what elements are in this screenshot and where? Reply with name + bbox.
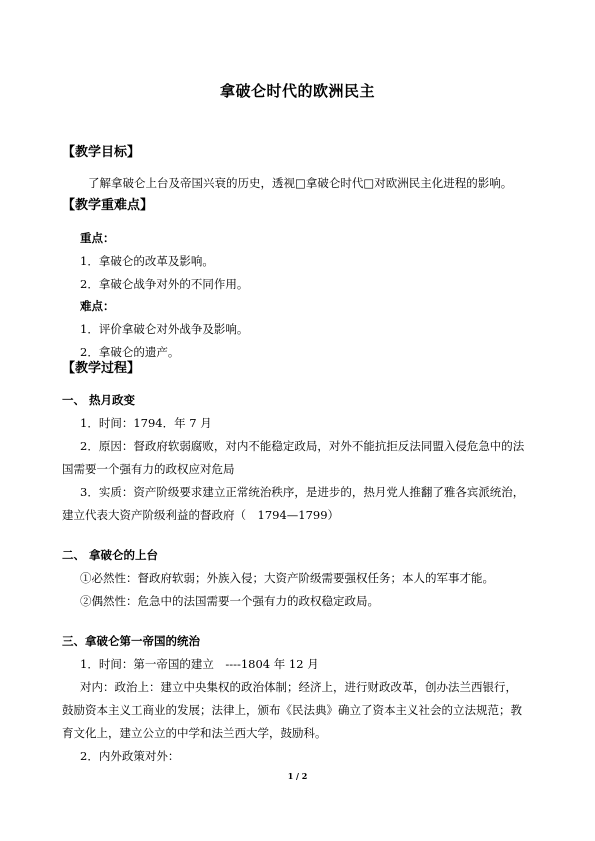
paragraph-line: ①必然性：督政府软弱；外族入侵；大资产阶级需要强权任务；本人的军事才能。 [80,571,494,585]
section-heading-keypoints: 【教学重难点】 [62,198,154,213]
paragraph-line: 1．时间：第一帝国的建立 ----1804 年 12 月 [80,657,319,671]
difficult-point-item: 1．评价拿破仑对外战争及影响。 [80,322,249,336]
paragraph-line: 2．原因：督政府软弱腐败，对内不能稳定政局，对外不能抗拒反法同盟入侵危急中的法 [80,439,525,453]
section-heading-process: 【教学过程】 [62,361,141,376]
paragraph-line: ②偶然性：危急中的法国需要一个强有力的政权稳定政局。 [80,594,379,608]
document-title: 拿破仑时代的欧洲民主 [219,82,375,100]
difficult-points-label: 难点： [80,299,115,313]
paragraph-line: 国需要一个强有力的政权应对危局 [62,462,235,476]
paragraph-line: 3．实质：资产阶级要求建立正常统治秩序，是进步的，热月党人推翻了雅各宾派统治， [80,485,525,499]
paragraph-line: 鼓励资本主义工商业的发展；法律上，颁布《民法典》确立了资本主义社会的立法规范；教 [62,703,522,717]
paragraph-line: 2．内外政策对外： [80,749,180,763]
paragraph-line: 建立代表大资产阶级利益的督政府（ 1794—1799） [62,508,340,522]
part-heading-thermidor: 一、 热月政变 [62,393,136,407]
paragraph-line: 对内：政治上：建立中央集权的政治体制；经济上，进行财政改革，创办法兰西银行， [80,680,517,694]
goals-text: 了解拿破仑上台及帝国兴衰的历史，透视□拿破仑时代□对欧洲民主化进程的影响。 [88,176,513,190]
difficult-point-item: 2．拿破仑的遗产。 [80,345,180,359]
part-heading-rise: 二、 拿破仑的上台 [62,548,159,562]
paragraph-line: 1．时间：1794．年 7 月 [80,416,212,430]
section-heading-goals: 【教学目标】 [62,145,141,160]
key-point-item: 1．拿破仑的改革及影响。 [80,254,214,268]
key-point-item: 2．拿破仑战争对外的不同作用。 [80,277,249,291]
key-points-label: 重点： [80,231,115,245]
paragraph-line: 育文化上，建立公立的中学和法兰西大学，鼓励科。 [62,726,327,740]
part-heading-empire: 三、拿破仑第一帝国的统治 [62,634,200,648]
page-number: 1 / 2 [287,771,308,781]
